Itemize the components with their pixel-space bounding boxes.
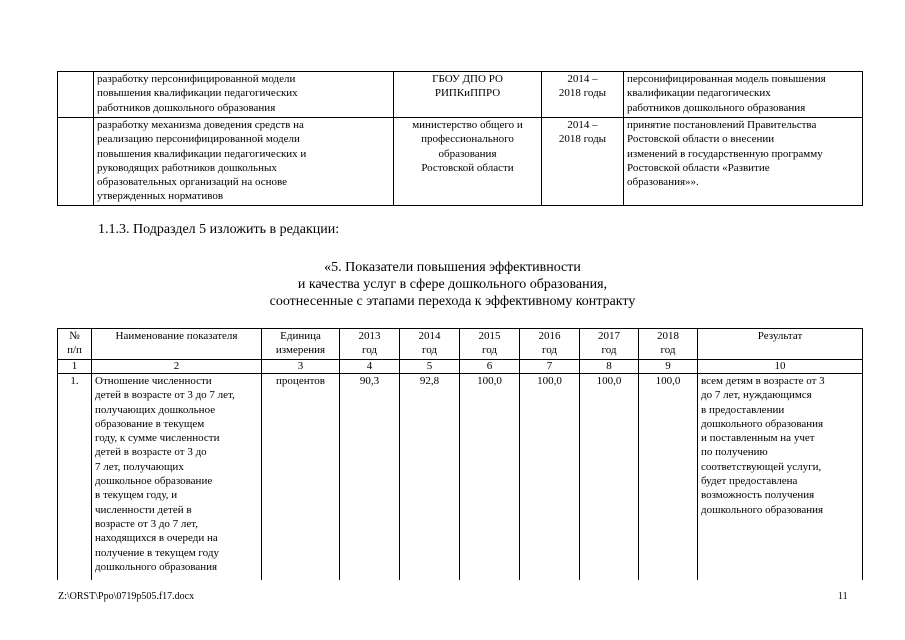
value-2017-cell: 100,0 (580, 374, 639, 580)
col-header-2018: 2018 год (639, 329, 698, 360)
col-header-name: Наименование показателя (92, 329, 262, 360)
column-index: 5 (400, 360, 460, 374)
responsible-cell: министерство общего и профессионального образования Ростовской области (394, 118, 542, 206)
column-index: 10 (698, 360, 863, 374)
value-2013-cell: 90,3 (340, 374, 400, 580)
table-row (58, 118, 863, 206)
value-2016-cell: 100,0 (520, 374, 580, 580)
amendment-paragraph: 1.1.3. Подраздел 5 изложить в редакции: (98, 222, 340, 237)
responsible-cell: ГБОУ ДПО РО РИПКиППРО (394, 72, 542, 118)
result-cell: персонифицированная модель повышения квалификации педагогических работников дошкольного образования (624, 72, 863, 118)
col-header-result: Результат (698, 329, 863, 360)
table-row (58, 72, 863, 118)
result-cell: всем детям в возрасте от 3 до 7 лет, нуждающимся в предоставлении дошкольного образования и поставленным на учет по получению соответствующей услуги, будет предоставлена возможность получения дошкольного образования (698, 374, 863, 580)
col-header-unit: Единица измерения (262, 329, 340, 360)
col-header-num: № п/п (58, 329, 92, 360)
period-cell: 2014 – 2018 годы (542, 118, 624, 206)
action-cell: разработку персонифицированной модели повышения квалификации педагогических работников дошкольного образования (94, 72, 394, 118)
indicator-name-cell: Отношение численности детей в возрасте от 3 до 7 лет, получающих дошкольное образование в текущем году, к сумме численности детей в возрасте от 3 до 7 лет, получающих дошкольное образование в текущем году, и численности детей в возрасте от 3 до 7 лет, находящихся в очереди на получение в текущем году дошкольного образования (92, 374, 262, 580)
table-row (58, 374, 863, 580)
action-cell: разработку механизма доведения средств на реализацию персонифицированной модели повышения квалификации педагогических и руководящих работников дошкольных образовательных организаций на основе утвержденных нормативов (94, 118, 394, 206)
column-index: 1 (58, 360, 92, 374)
col-header-2017: 2017 год (580, 329, 639, 360)
value-2014-cell: 92,8 (400, 374, 460, 580)
col-header-2013: 2013 год (340, 329, 400, 360)
measures-table (57, 71, 863, 206)
column-index: 7 (520, 360, 580, 374)
column-index: 9 (639, 360, 698, 374)
row-number-cell (58, 72, 94, 118)
period-cell: 2014 – 2018 годы (542, 72, 624, 118)
file-path-footer: Z:\ORST\Ppo\0719p505.f17.docx (58, 591, 195, 602)
section-heading: «5. Показатели повышения эффективности и качества услуг в сфере дошкольного образования, соотнесенные с этапами перехода к эффективному контракту (269, 260, 636, 309)
row-number-cell (58, 118, 94, 206)
value-2018-cell: 100,0 (639, 374, 698, 580)
column-index-row (58, 360, 863, 374)
row-number-cell: 1. (58, 374, 92, 580)
column-index: 2 (92, 360, 262, 374)
col-header-2016: 2016 год (520, 329, 580, 360)
column-index: 4 (340, 360, 400, 374)
indicators-table (57, 328, 863, 580)
unit-cell: процентов (262, 374, 340, 580)
column-index: 6 (460, 360, 520, 374)
page-number: 11 (838, 591, 848, 602)
col-header-2014: 2014 год (400, 329, 460, 360)
column-index: 8 (580, 360, 639, 374)
header-row (58, 329, 863, 360)
result-cell: принятие постановлений Правительства Ростовской области о внесении изменений в государственную программу Ростовской области «Развитие образования»». (624, 118, 863, 206)
value-2015-cell: 100,0 (460, 374, 520, 580)
col-header-2015: 2015 год (460, 329, 520, 360)
column-index: 3 (262, 360, 340, 374)
